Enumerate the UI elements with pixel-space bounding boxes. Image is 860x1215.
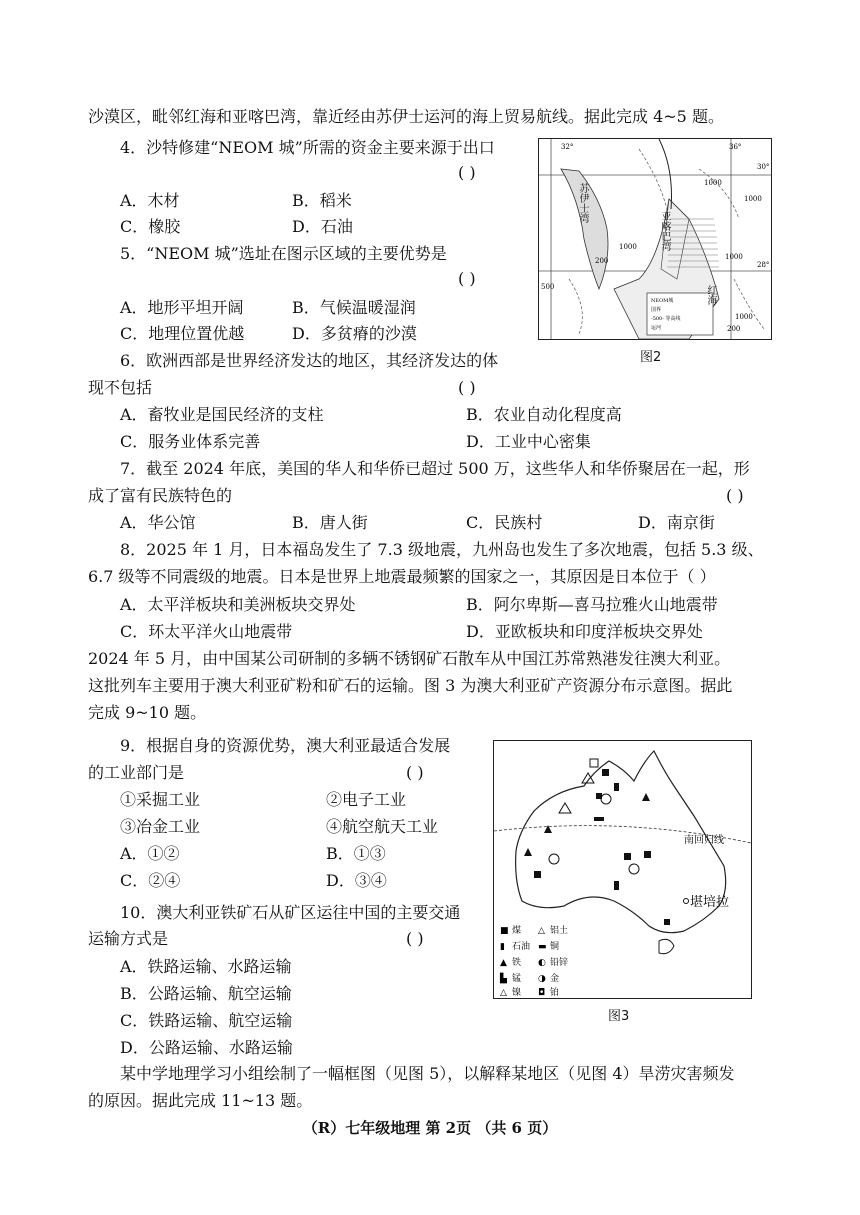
legend-manganese-symbol: ▙ [500, 974, 507, 984]
tropic-label: 南回归线 [684, 835, 724, 846]
q5-option-b: B．气候温暖湿润 [292, 298, 416, 317]
q10-option-c: C．铁路运输、航空运输 [120, 1011, 293, 1030]
question-10-stem-2: 运输方式是 [88, 929, 169, 948]
question-7-stem-2: 成了富有民族特色的 [88, 486, 233, 505]
legend-platinum-symbol: ◘ [538, 988, 546, 998]
question-6-stem-1: 6．欧洲西部是世界经济发达的地区，其经济发达的体 [120, 351, 499, 370]
contour-label-3: 1000 [619, 243, 637, 251]
answer-paren-6: ( ) [458, 378, 476, 397]
question-9-stem-1: 9．根据自身的资源优势，澳大利亚最适合发展 [120, 736, 451, 755]
legend-leadzinc-label: 铅锌 [550, 958, 569, 968]
legend-gold-symbol: ◑ [538, 974, 546, 984]
contour-label-5: 200 [595, 257, 609, 265]
q9-item-3: ③冶金工业 [120, 817, 201, 836]
passage-3-line-2: 的原因。据此完成 11~13 题。 [88, 1091, 313, 1110]
figure-2-map [538, 138, 772, 340]
legend-bauxite-symbol: △ [538, 926, 545, 936]
lon32-label: 32° [561, 143, 574, 151]
legend-oil-label: 石油 [512, 942, 531, 952]
figure-3-svg [494, 741, 751, 998]
q8-option-c: C．环太平洋火山地震带 [120, 622, 293, 641]
q7-option-c: C．民族村 [466, 513, 543, 532]
legend-oil-symbol: ▮ [500, 942, 505, 952]
question-6-stem-2: 现不包括 [88, 378, 153, 397]
legend-coal-label: 煤 [512, 926, 522, 936]
q9-option-d: D．③④ [326, 871, 387, 890]
q8-option-a: A．太平洋板块和美洲板块交界处 [120, 595, 356, 614]
contour-label-8: 200 [727, 325, 741, 333]
lon36-label: 36° [729, 143, 742, 151]
answer-paren-5: ( ) [458, 269, 476, 288]
q4-option-a: A．木材 [120, 191, 180, 210]
label-gulf-of-suez: 苏伊士湾 [577, 183, 588, 223]
contour-label-4: 1000 [725, 253, 743, 261]
legend-manganese-label: 锰 [512, 974, 522, 984]
q4-option-b: B．稻米 [292, 191, 352, 210]
q9-option-b: B．①③ [326, 844, 386, 863]
figure-2-caption: 图2 [640, 350, 662, 365]
legend-nickel-symbol: △ [500, 988, 507, 998]
lat28-label: 28° [757, 261, 770, 269]
q6-option-a: A．畜牧业是国民经济的支柱 [120, 405, 324, 424]
legend-platinum-label: 铂 [550, 988, 560, 998]
question-9-stem-2: 的工业部门是 [88, 763, 185, 782]
legend-copper-label: 铜 [550, 942, 560, 952]
q5-option-a: A．地形平坦开阔 [120, 298, 244, 317]
q9-item-4: ④航空航天工业 [326, 817, 439, 836]
tasmania-outline [659, 939, 674, 953]
contour-label-2: 1000 [744, 195, 762, 203]
passage-2-line-1: 2024 年 5 月，由中国某公司研制的多辆不锈钢矿石散车从中国江苏常熟港发往澳大利亚。 [88, 649, 731, 668]
q5-option-d: D．多贫瘠的沙漠 [292, 324, 417, 343]
legend-canal: 运河 [651, 325, 662, 331]
label-red-sea: 红海 [705, 285, 716, 305]
legend-coal-symbol: ■ [500, 926, 509, 936]
q7-option-b: B．唐人街 [292, 513, 368, 532]
legend-iron-label: 铁 [512, 958, 522, 968]
question-4-stem: 4．沙特修建“NEOM 城”所需的资金主要来源于出口 [120, 138, 495, 157]
contour-label-1: 1000 [704, 179, 722, 187]
q10-option-b: B．公路运输、航空运输 [120, 984, 292, 1003]
question-8-stem-1: 8．2025 年 1 月，日本福岛发生了 7.3 级地震，九州岛也发生了多次地震，包括 5.3 级、 [120, 540, 764, 559]
q9-item-1: ①采掘工业 [120, 790, 201, 809]
passage-3-line-1: 某中学地理学习小组绘制了一幅框图（见图 5），以解释某地区（见图 4）旱涝灾害频发 [120, 1064, 735, 1083]
contour-label-6: 500 [541, 283, 555, 291]
legend-gold-label: 金 [550, 974, 560, 984]
intro-line: 沙漠区，毗邻红海和亚喀巴湾，靠近经由苏伊士运河的海上贸易航线。据此完成 4~5 题。 [88, 107, 724, 126]
q5-option-c: C．地理位置优越 [120, 324, 245, 343]
q6-option-c: C．服务业体系完善 [120, 432, 261, 451]
answer-paren-10: ( ) [406, 929, 424, 948]
figure-3-caption: 图3 [608, 1009, 630, 1024]
q7-option-a: A．华公馆 [120, 513, 196, 532]
lat30-label: 30° [757, 163, 770, 171]
question-7-stem-1: 7．截至 2024 年底，美国的华人和华侨已超过 500 万，这些华人和华侨聚居在一起，形 [120, 459, 750, 478]
canberra-label: 堪培拉 [690, 895, 730, 910]
q9-option-a: A．①② [120, 844, 180, 863]
legend-border: 国界 [651, 307, 662, 313]
passage-2-line-2: 这批列车主要用于澳大利亚矿粉和矿石的运输。图 3 为澳大利亚矿产资源分布示意图。据此 [88, 676, 733, 695]
q8-option-b: B．阿尔卑斯—喜马拉雅火山地震带 [466, 595, 718, 614]
answer-paren-4: ( ) [458, 163, 476, 182]
page-footer: （R）七年级地理 第 2页 （共 6 页） [302, 1119, 558, 1137]
q10-option-d: D．公路运输、水路运输 [120, 1038, 293, 1057]
contour-label-7: 1000 [735, 313, 753, 321]
legend-copper-symbol: ▬ [538, 942, 547, 952]
legend-contour: -500- 等高线 [651, 316, 681, 322]
q6-option-b: B．农业自动化程度高 [466, 405, 622, 424]
answer-paren-7: ( ) [726, 486, 744, 505]
q10-option-a: A．铁路运输、水路运输 [120, 957, 292, 976]
q4-option-d: D．石油 [292, 217, 353, 236]
legend-leadzinc-symbol: ◐ [538, 958, 546, 968]
legend-neom: NEOM城 [651, 298, 674, 304]
question-8-stem-2: 6.7 级等不同震级的地震。日本是世界上地震最频繁的国家之一，其原因是日本位于（ ） [88, 567, 716, 586]
q6-option-d: D．工业中心密集 [466, 432, 591, 451]
legend-nickel-label: 镍 [512, 988, 522, 998]
label-gulf-of-aqaba: 亚喀巴湾 [659, 211, 670, 251]
q8-option-d: D．亚欧板块和印度洋板块交界处 [466, 622, 703, 641]
answer-paren-9: ( ) [406, 763, 424, 782]
q7-option-d: D．南京街 [638, 513, 715, 532]
figure-2-svg [539, 139, 771, 339]
passage-2-line-3: 完成 9~10 题。 [88, 703, 207, 722]
q9-option-c: C．②④ [120, 871, 181, 890]
legend-bauxite-label: 铝土 [550, 926, 569, 936]
question-5-stem: 5．“NEOM 城”选址在图示区域的主要优势是 [120, 244, 447, 263]
q9-item-2: ②电子工业 [326, 790, 407, 809]
legend-iron-symbol: ▲ [500, 958, 507, 968]
question-10-stem-1: 10．澳大利亚铁矿石从矿区运往中国的主要交通 [120, 903, 461, 922]
figure-3-map [493, 740, 752, 999]
q4-option-c: C．橡胶 [120, 217, 181, 236]
